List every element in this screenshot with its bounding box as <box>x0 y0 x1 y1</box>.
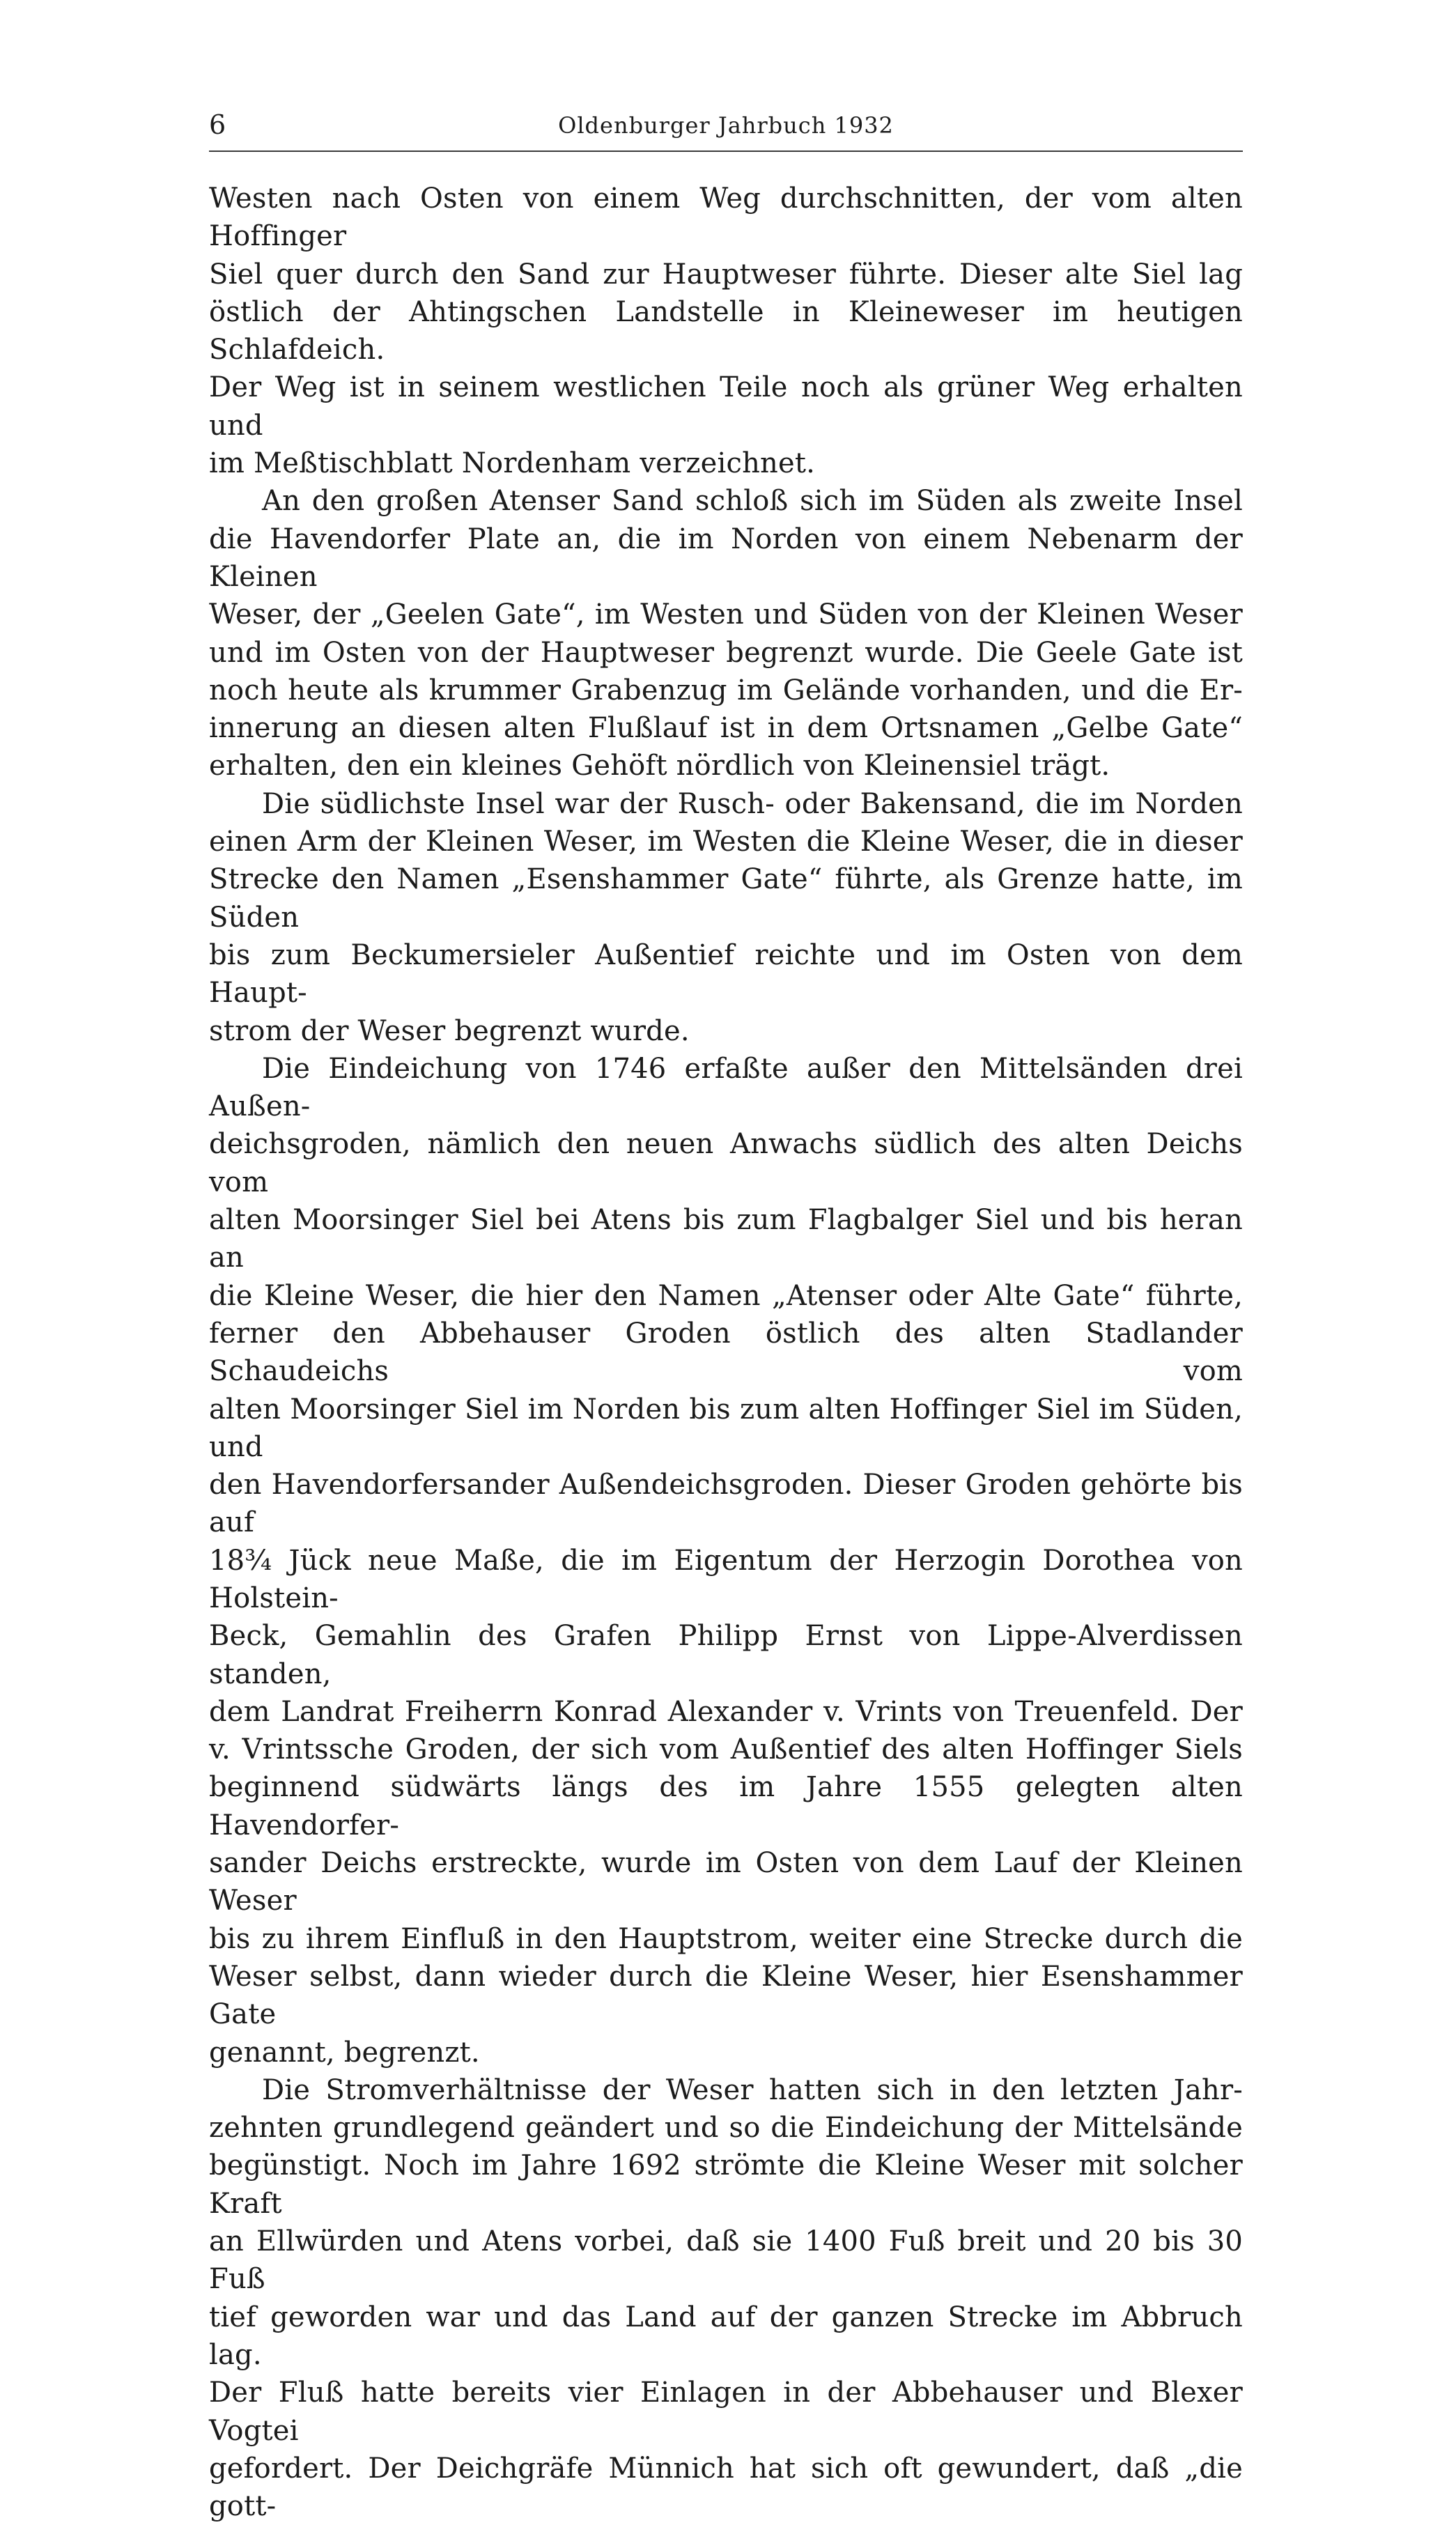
page-header <box>209 109 1243 152</box>
text-line: beginnend südwärts längs des im Jahre 1555 gelegten alten Havendorfer- <box>209 1771 1243 1841</box>
text-line: 18¾ Jück neue Maße, die im Eigentum der Herzogin Dorothea von Holstein- <box>209 1544 1243 1614</box>
text-line: Die südlichste Insel war der Rusch- oder Bakensand, die im Norden <box>262 787 1243 820</box>
text-line: die Havendorfer Plate an, die im Norden von einem Nebenarm der Kleinen <box>209 523 1243 593</box>
text-line: Westen nach Osten von einem Weg durchschnitten, der vom alten Hoffinger <box>209 183 1243 253</box>
text-line: Der Fluß hatte bereits vier Einlagen in der Abbehauser und Blexer Vogtei <box>209 2377 1243 2447</box>
body-text <box>209 180 1243 2525</box>
text-line: östlich der Ahtingschen Landstelle in Kleineweser im heutigen Schlafdeich. <box>209 295 1243 366</box>
text-line: bis zum Beckumersieler Außentief reichte und im Osten von dem Haupt- <box>209 939 1243 1010</box>
text-line: Beck, Gemahlin des Grafen Philipp Ernst von Lippe-Alverdissen standen, <box>209 1620 1243 1690</box>
text-line: alten Moorsinger Siel im Norden bis zum alten Hoffinger Siel im Süden, und <box>209 1393 1243 1463</box>
text-line: v. Vrintssche Groden, der sich vom Außentief des alten Hoffinger Siels <box>209 1733 1243 1766</box>
text-line: Die Stromverhältnisse der Weser hatten sich in den letzten Jahr- <box>262 2074 1243 2106</box>
text-line: zehnten grundlegend geändert und so die Eindeichung der Mittelsände <box>209 2112 1243 2145</box>
text-line: Die Eindeichung von 1746 erfaßte außer den Mittelsänden drei Außen- <box>209 1052 1243 1123</box>
text-line: begünstigt. Noch im Jahre 1692 strömte die Kleine Weser mit solcher Kraft <box>209 2149 1243 2220</box>
text-line: sander Deichs erstreckte, wurde im Osten von dem Lauf der Kleinen Weser <box>209 1847 1243 1917</box>
text-line: dem Landrat Freiherrn Konrad Alexander v. Vrints von Treuenfeld. Der <box>209 1695 1243 1728</box>
text-line: bis zu ihrem Einfluß in den Hauptstrom, weiter eine Strecke durch die <box>209 1922 1243 1955</box>
text-line: einen Arm der Kleinen Weser, im Westen die Kleine Weser, die in dieser <box>209 826 1243 858</box>
text-line: alten Moorsinger Siel bei Atens bis zum Flagbalger Siel und bis heran an <box>209 1204 1243 1274</box>
text-line: den Havendorfersander Außendeichsgroden. Dieser Groden gehörte bis auf <box>209 1469 1243 1539</box>
text-line: erhalten, den ein kleines Gehöft nördlich von Kleinensiel trägt. <box>209 750 1110 782</box>
text-line: Weser selbst, dann wieder durch die Kleine Weser, hier Esenshammer Gate <box>209 1960 1243 2031</box>
text-line: Strecke den Namen „Esenshammer Gate“ führte, als Grenze hatte, im Süden <box>209 863 1243 934</box>
text-line: und im Osten von der Hauptweser begrenzt wurde. Die Geele Gate ist <box>209 636 1243 669</box>
text-line: Siel quer durch den Sand zur Hauptweser führte. Dieser alte Siel lag <box>209 258 1243 291</box>
text-line: tief geworden war und das Land auf der ganzen Strecke im Abbruch lag. <box>209 2301 1243 2371</box>
text-line: genannt, begrenzt. <box>209 2036 480 2069</box>
text-line: die Kleine Weser, die hier den Namen „Atenser oder Alte Gate“ führte, <box>209 1279 1243 1312</box>
text-line: gefordert. Der Deichgräfe Münnich hat sich oft gewundert, daß „die gott- <box>209 2452 1243 2523</box>
text-line: ferner den Abbehauser Groden östlich des alten Stadlander Schaudeichs vom <box>209 1317 1243 1388</box>
text-line: an Ellwürden und Atens vorbei, daß sie 1400 Fuß breit und 20 bis 30 Fuß <box>209 2225 1243 2296</box>
running-title: Oldenburger Jahrbuch 1932 <box>558 112 894 139</box>
text-line: Der Weg ist in seinem westlichen Teile noch als grüner Weg erhalten und <box>209 371 1243 442</box>
page-number: 6 <box>209 109 226 140</box>
text-line: deichsgroden, nämlich den neuen Anwachs südlich des alten Deichs vom <box>209 1128 1243 1198</box>
text-line: An den großen Atenser Sand schloß sich im Süden als zweite Insel <box>262 485 1243 518</box>
text-line: noch heute als krummer Grabenzug im Gelände vorhanden, und die Er- <box>209 674 1243 706</box>
text-line: strom der Weser begrenzt wurde. <box>209 1014 690 1047</box>
text-line: Weser, der „Geelen Gate“, im Westen und Süden von der Kleinen Weser <box>209 599 1243 631</box>
text-line: im Meßtischblatt Nordenham verzeichnet. <box>209 447 816 480</box>
text-line: innerung an diesen alten Flußlauf ist in dem Ortsnamen „Gelbe Gate“ <box>209 712 1243 745</box>
